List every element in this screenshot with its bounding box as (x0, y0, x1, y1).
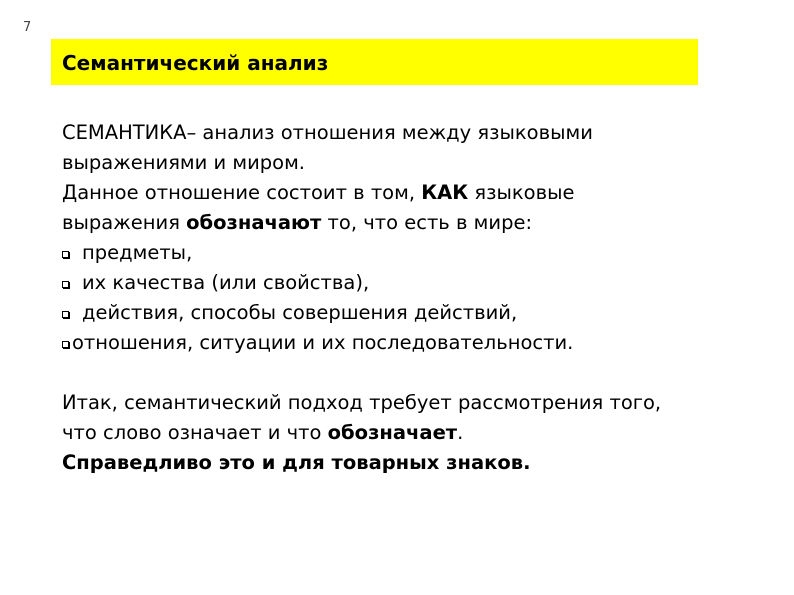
square-bullet-icon (62, 311, 69, 318)
relation-emphasis-oboznachayut: обозначают (186, 211, 322, 234)
conclusion-text-a: что слово означает и что (62, 421, 328, 444)
slide-number: 7 (23, 20, 32, 35)
list-item-text: их качества (или свойства), (82, 271, 370, 294)
relation-line-2 (62, 208, 762, 238)
conclusion-line-2 (62, 418, 762, 448)
relation-emphasis-kak: КАК (421, 181, 469, 204)
list-item-text: действия, способы совершения действий, (82, 301, 518, 324)
slide-body (62, 118, 762, 478)
list-item-text: отношения, ситуации и их последовательности. (72, 331, 574, 354)
square-bullet-icon (62, 251, 69, 258)
conclusion-emphasis: обозначает (327, 421, 458, 444)
trademark-note: Справедливо это и для товарных знаков. (62, 451, 531, 474)
square-bullet-icon (62, 281, 69, 288)
square-bullet-icon (62, 341, 69, 348)
relation-text-a: Данное отношение состоит в том, (62, 181, 422, 204)
conclusion-line-1: Итак, семантический подход требует рассмотрения того, (62, 391, 662, 414)
list-item-text: предметы, (82, 241, 193, 264)
relation-text-d: выражения (62, 211, 187, 234)
list-item (62, 298, 762, 328)
relation-text-e: то, что есть в мире: (321, 211, 533, 234)
conclusion-text-c: . (457, 421, 464, 444)
slide-title: Семантический анализ (62, 51, 329, 75)
relation-text-c: языковые (468, 181, 575, 204)
title-banner (51, 39, 698, 85)
definition-line-1: СЕМАНТИКА– анализ отношения между языковыми (62, 121, 593, 144)
definition-line-2: выражениями и миром. (62, 151, 305, 174)
list-item (62, 328, 762, 358)
list-item (62, 238, 762, 268)
relation-line-1 (62, 178, 762, 208)
list-item (62, 268, 762, 298)
paragraph-gap (62, 358, 762, 388)
